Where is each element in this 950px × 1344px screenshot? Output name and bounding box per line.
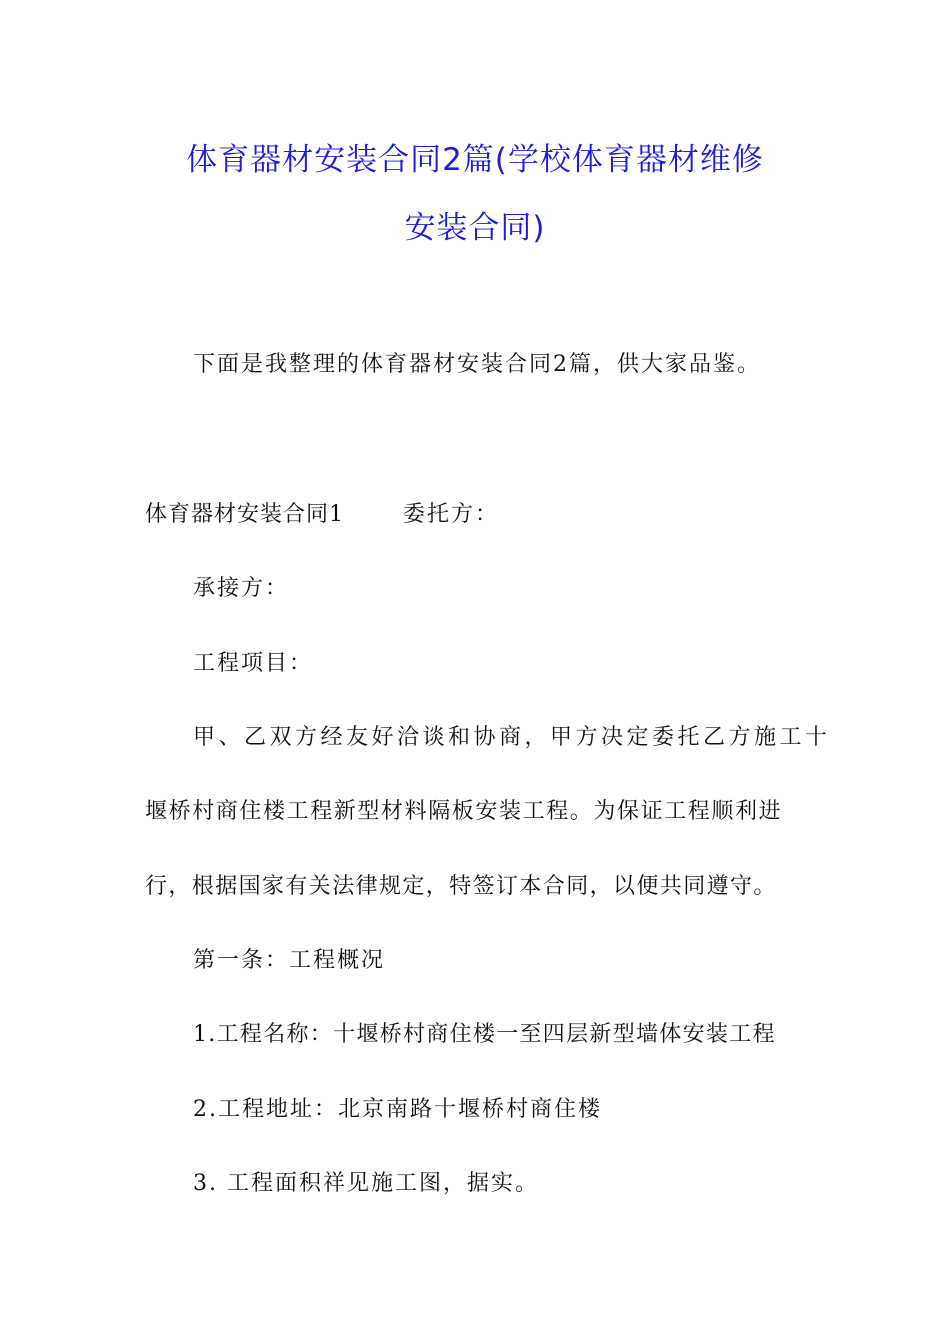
article-1-item-3: 3. 工程面积祥见施工图，据实。 [193,1171,539,1196]
paragraph-1-line-3: 行，根据国家有关法律规定，特签订本合同，以便共同遵守。 [145,874,777,899]
project-label: 工程项目： [193,651,314,676]
intro-paragraph: 下面是我整理的体育器材安装合同2篇，供大家品鉴。 [193,352,761,377]
contract-heading: 体育器材安装合同1 [145,502,344,527]
document-title-line-2: 安装合同) [404,210,546,246]
paragraph-1-line-2: 堰桥村商住楼工程新型材料隔板安装工程。为保证工程顺利进 [145,799,783,824]
client-label: 委托方： [403,502,500,527]
article-1-heading: 第一条：工程概况 [193,948,386,973]
article-1-item-2: 2.工程地址：北京南路十堰桥村商住楼 [193,1097,602,1122]
article-1-item-1: 1.工程名称：十堰桥村商住楼一至四层新型墙体安装工程 [193,1022,776,1047]
contractor-label: 承接方： [193,576,290,601]
paragraph-1-line-1: 甲、乙双方经友好洽谈和协商，甲方决定委托乙方施工十 [193,725,831,750]
document-title-line-1: 体育器材安装合同2篇(学校体育器材维修 [186,142,764,178]
